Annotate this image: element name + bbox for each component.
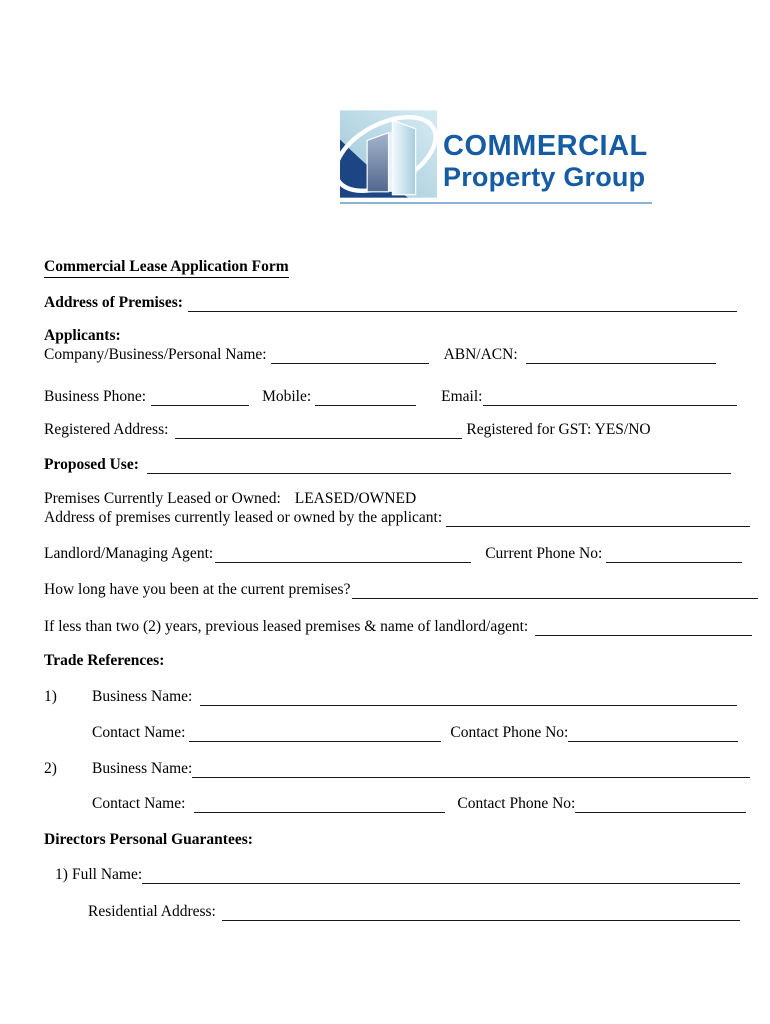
email-label: Email: (441, 388, 483, 405)
director1-residential-address-row (88, 903, 740, 921)
director1-full-name-field-line (142, 867, 740, 884)
current-phone-field-line (606, 546, 742, 563)
residential-address-label: Residential Address: (88, 903, 216, 920)
current-premises-address-label: Address of premises currently leased or owned by the applicant: (44, 509, 443, 526)
landlord-agent-label: Landlord/Managing Agent: (44, 545, 214, 562)
mobile-field-line (315, 389, 416, 406)
current-phone-label: Current Phone No: (485, 545, 603, 562)
phones-email-row (44, 388, 737, 406)
logo-line1: COMMERCIAL (443, 130, 648, 162)
logo-wordmark (443, 132, 653, 191)
landlord-agent-row (44, 545, 742, 563)
current-premises-address-row (44, 509, 750, 527)
business-phone-label: Business Phone: (44, 388, 147, 405)
ref1-business-name-row (44, 688, 737, 706)
ref2-business-name-row (44, 760, 750, 778)
form-title-row (44, 258, 289, 278)
address-of-premises-row (44, 294, 737, 312)
ref1-number: 1) (44, 688, 57, 705)
directors-heading: Directors Personal Guarantees: (44, 831, 253, 848)
abn-acn-field-line (526, 347, 716, 364)
ref2-business-name-label: Business Name: (92, 760, 193, 777)
address-of-premises-field-line (188, 295, 737, 312)
residential-address-field-line (222, 904, 740, 921)
ref2-contact-name-label: Contact Name: (92, 795, 186, 812)
ref1-business-name-label: Business Name: (92, 688, 193, 705)
how-long-row (44, 581, 758, 599)
director1-full-name-row (55, 866, 740, 884)
ref1-contact-phone-field-line (568, 725, 738, 742)
proposed-use-row (44, 456, 731, 474)
previous-premises-field-line (535, 619, 752, 636)
leased-owned-value: LEASED/OWNED (294, 490, 417, 507)
ref1-contact-phone-label: Contact Phone No: (450, 724, 569, 741)
director1-number: 1) (55, 866, 68, 883)
ref2-contact-phone-label: Contact Phone No: (457, 795, 576, 812)
ref1-business-name-field-line (200, 689, 737, 706)
company-name-label: Company/Business/Personal Name: (44, 346, 267, 363)
logo-line2: Property Group (443, 162, 646, 192)
logo-underline-rule (340, 202, 652, 204)
ref1-contact-name-field-line (189, 725, 441, 742)
how-long-field-line (352, 582, 758, 599)
director1-full-name-label: Full Name: (72, 866, 143, 883)
current-premises-address-field-line (446, 510, 750, 527)
registered-address-field-line (175, 422, 462, 439)
company-name-field-line (271, 347, 429, 364)
landlord-agent-field-line (215, 546, 471, 563)
registered-gst-label: Registered for GST: YES/NO (466, 421, 651, 438)
buildings-swoosh-logo-icon (340, 110, 437, 198)
ref2-contact-phone-field-line (575, 796, 746, 813)
ref2-contact-row (44, 795, 746, 813)
applicants-heading: Applicants: (44, 327, 121, 344)
ref1-contact-name-label: Contact Name: (92, 724, 186, 741)
abn-acn-label: ABN/ACN: (443, 346, 518, 363)
mobile-label: Mobile: (262, 388, 312, 405)
applicants-heading-row (44, 327, 121, 345)
previous-premises-label: If less than two (2) years, previous leased premises & name of landlord/agent: (44, 618, 529, 635)
previous-premises-row (44, 618, 752, 636)
premises-leased-owned-row (44, 490, 416, 508)
premises-leased-owned-label: Premises Currently Leased or Owned: (44, 490, 281, 507)
trade-references-heading-row (44, 652, 164, 670)
ref1-contact-row (44, 724, 738, 742)
registered-address-row (44, 421, 737, 439)
company-abn-row (44, 346, 716, 364)
email-field-line (483, 389, 737, 406)
ref2-business-name-field-line (192, 761, 750, 778)
directors-heading-row (44, 831, 253, 849)
logo (340, 110, 652, 206)
proposed-use-field-line (147, 457, 731, 474)
trade-references-heading: Trade References: (44, 652, 165, 669)
proposed-use-label: Proposed Use: (44, 456, 139, 473)
ref2-number: 2) (44, 760, 57, 777)
page-title: Commercial Lease Application Form (44, 258, 289, 278)
ref2-contact-name-field-line (194, 796, 445, 813)
address-of-premises-label: Address of Premises: (44, 294, 183, 311)
business-phone-field-line (151, 389, 249, 406)
how-long-label: How long have you been at the current premises? (44, 581, 351, 598)
registered-address-label: Registered Address: (44, 421, 169, 438)
